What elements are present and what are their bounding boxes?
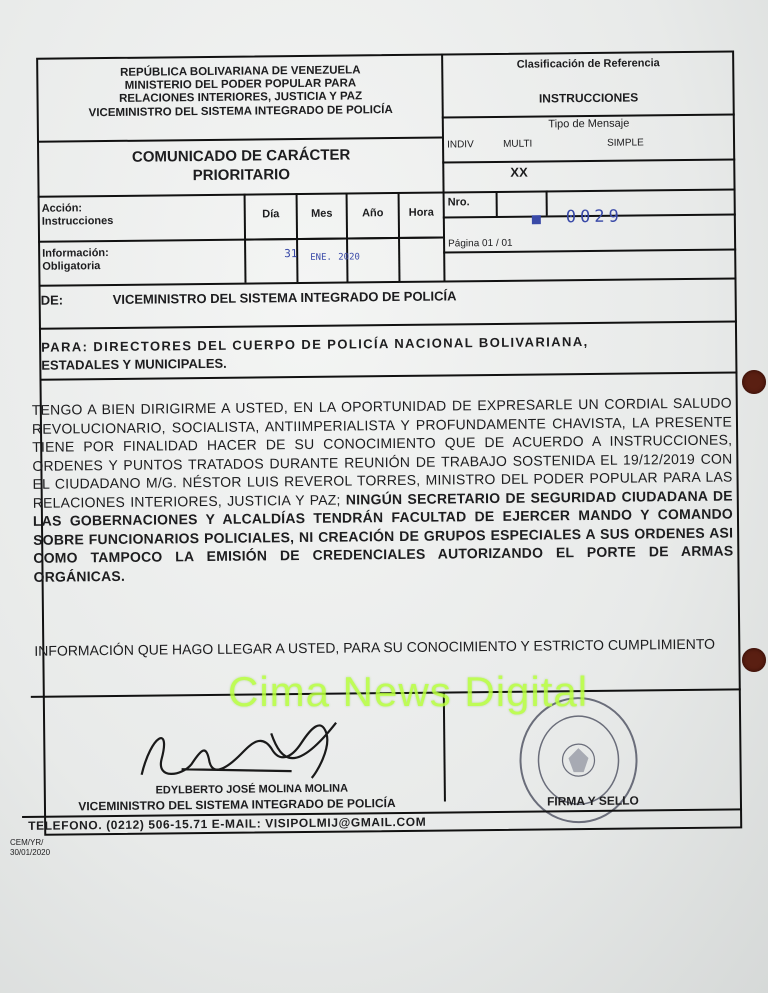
opt-simple: SIMPLE <box>606 137 644 149</box>
body-closing: INFORMACIÓN QUE HAGO LLEGAR A USTED, PARA SU CONOCIMIENTO Y ESTRICTO CUMPLIMIENTO <box>34 635 716 659</box>
pagina-label: Página 01 / 01 <box>448 237 513 250</box>
anio-value: 2020 <box>338 252 360 263</box>
dia-value: 31 <box>284 247 298 261</box>
contact-line: TELEFONO. (0212) 506-15.71 E-MAIL: VISIPOLMIJ@GMAIL.COM <box>28 814 427 833</box>
signer-role: VICEMINISTRO DEL SISTEMA INTEGRADO DE POLICÍA <box>78 796 396 814</box>
body-normal: TENGO A BIEN DIRIGIRME A USTED, EN LA OPORTUNIDAD DE EXPRESARLE UN CORDIAL SALUDO REVOLUCIONARIO, SOCIALISTA, ANTIIMPERIALISTA Y PROFUNDAMENTE CHAVISTA, LA PRESENTE TIENE POR FINALIDAD HACER DE SU CONOCIMIENTO QUE DE ACUERDO A INSTRUCCIONES, ORDENES Y PUNTOS TRATADOS DURANTE REUNIÓN DE TRABAJO SOSTENIDA EL 19/12/2019 CON EL CIUDADANO M/G. NÉSTOR LUIS REVEROL TORRES, MINISTRO DEL PODER POPULAR PARA LAS RELACIONES INTERIORES, JUSTICIA Y PAZ; <box>31 394 733 511</box>
opt-multi: MULTI <box>502 138 533 150</box>
org-line-2: MINISTERIO DEL PODER POPULAR PARA <box>124 77 357 93</box>
signer-name: EDYLBERTO JOSÉ MOLINA MOLINA <box>155 782 349 797</box>
footer-ref: CEM/YR/ <box>10 838 44 847</box>
info-label: Información: <box>42 247 109 260</box>
punch-hole-top <box>742 370 766 394</box>
org-line-3: RELACIONES INTERIORES, JUSTICIA Y PAZ <box>118 90 363 106</box>
footer-date: 30/01/2020 <box>10 848 51 857</box>
watermark-text: Cima News Digital <box>228 668 589 715</box>
org-line-1: REPÚBLICA BOLIVARIANA DE VENEZUELA <box>119 64 361 79</box>
signature-graphic <box>121 703 352 795</box>
para-line-2: ESTADALES Y MUNICIPALES. <box>41 355 227 373</box>
info-value: Obligatoria <box>42 260 101 273</box>
nro-label: Nro. <box>447 196 470 209</box>
org-line-4: VICEMINISTRO DEL SISTEMA INTEGRADO DE POLICÍA <box>88 103 393 119</box>
firma-label: FIRMA Y SELLO <box>546 793 639 809</box>
punch-hole-bottom <box>742 648 766 672</box>
memo-document <box>14 38 744 836</box>
body-paragraph <box>32 394 734 586</box>
class-col-1 <box>496 191 498 216</box>
memo-title <box>41 145 441 187</box>
body-strong: NINGÚN SECRETARIO DE SEGURIDAD CIUDADANA DE LAS GOBERNACIONES Y ALCALDÍAS TENDRÁN FACULTAD DE EJERCER MANDO Y COMANDO SOBRE FUNCIONARIOS POLICIALES, NI CREACIÓN DE GRUPOS ESPECIALES A SUS ORDENES ASI COMO TAMPOCO LA EMISIÓN DE CREDENCIALES AUTORIZANDO EL PORTE DE ARMAS ORGÁNICAS. <box>32 486 734 585</box>
opt-indiv: INDIV <box>447 139 474 151</box>
nro-value: 0029 <box>565 206 623 228</box>
multi-mark: XX <box>510 164 528 180</box>
mes-label: Mes <box>311 207 333 220</box>
hora-label: Hora <box>408 206 434 219</box>
accion-label: Acción: <box>41 202 83 215</box>
memo-title-line-1: COMUNICADO DE CARÁCTER <box>131 146 351 166</box>
anio-label: Año <box>362 207 384 220</box>
memo-title-line-2: PRIORITARIO <box>192 166 291 185</box>
de-label: DE: <box>40 292 64 308</box>
mes-value: ENE. <box>310 252 332 263</box>
para-line-1: PARA: DIRECTORES DEL CUERPO DE POLICÍA NACIONAL BOLIVARIANA, <box>41 333 589 355</box>
accion-value: Instrucciones <box>41 214 114 228</box>
class-value: INSTRUCCIONES <box>538 90 639 106</box>
tipo-label: Tipo de Mensaje <box>548 117 630 131</box>
class-col-2 <box>546 190 548 215</box>
de-value: VICEMINISTRO DEL SISTEMA INTEGRADO DE POLICÍA <box>112 288 457 307</box>
org-block <box>40 64 441 121</box>
dia-label: Día <box>262 208 280 221</box>
nro-stamp-icon: ■ <box>531 209 541 228</box>
class-label: Clasificación de Referencia <box>516 57 660 71</box>
